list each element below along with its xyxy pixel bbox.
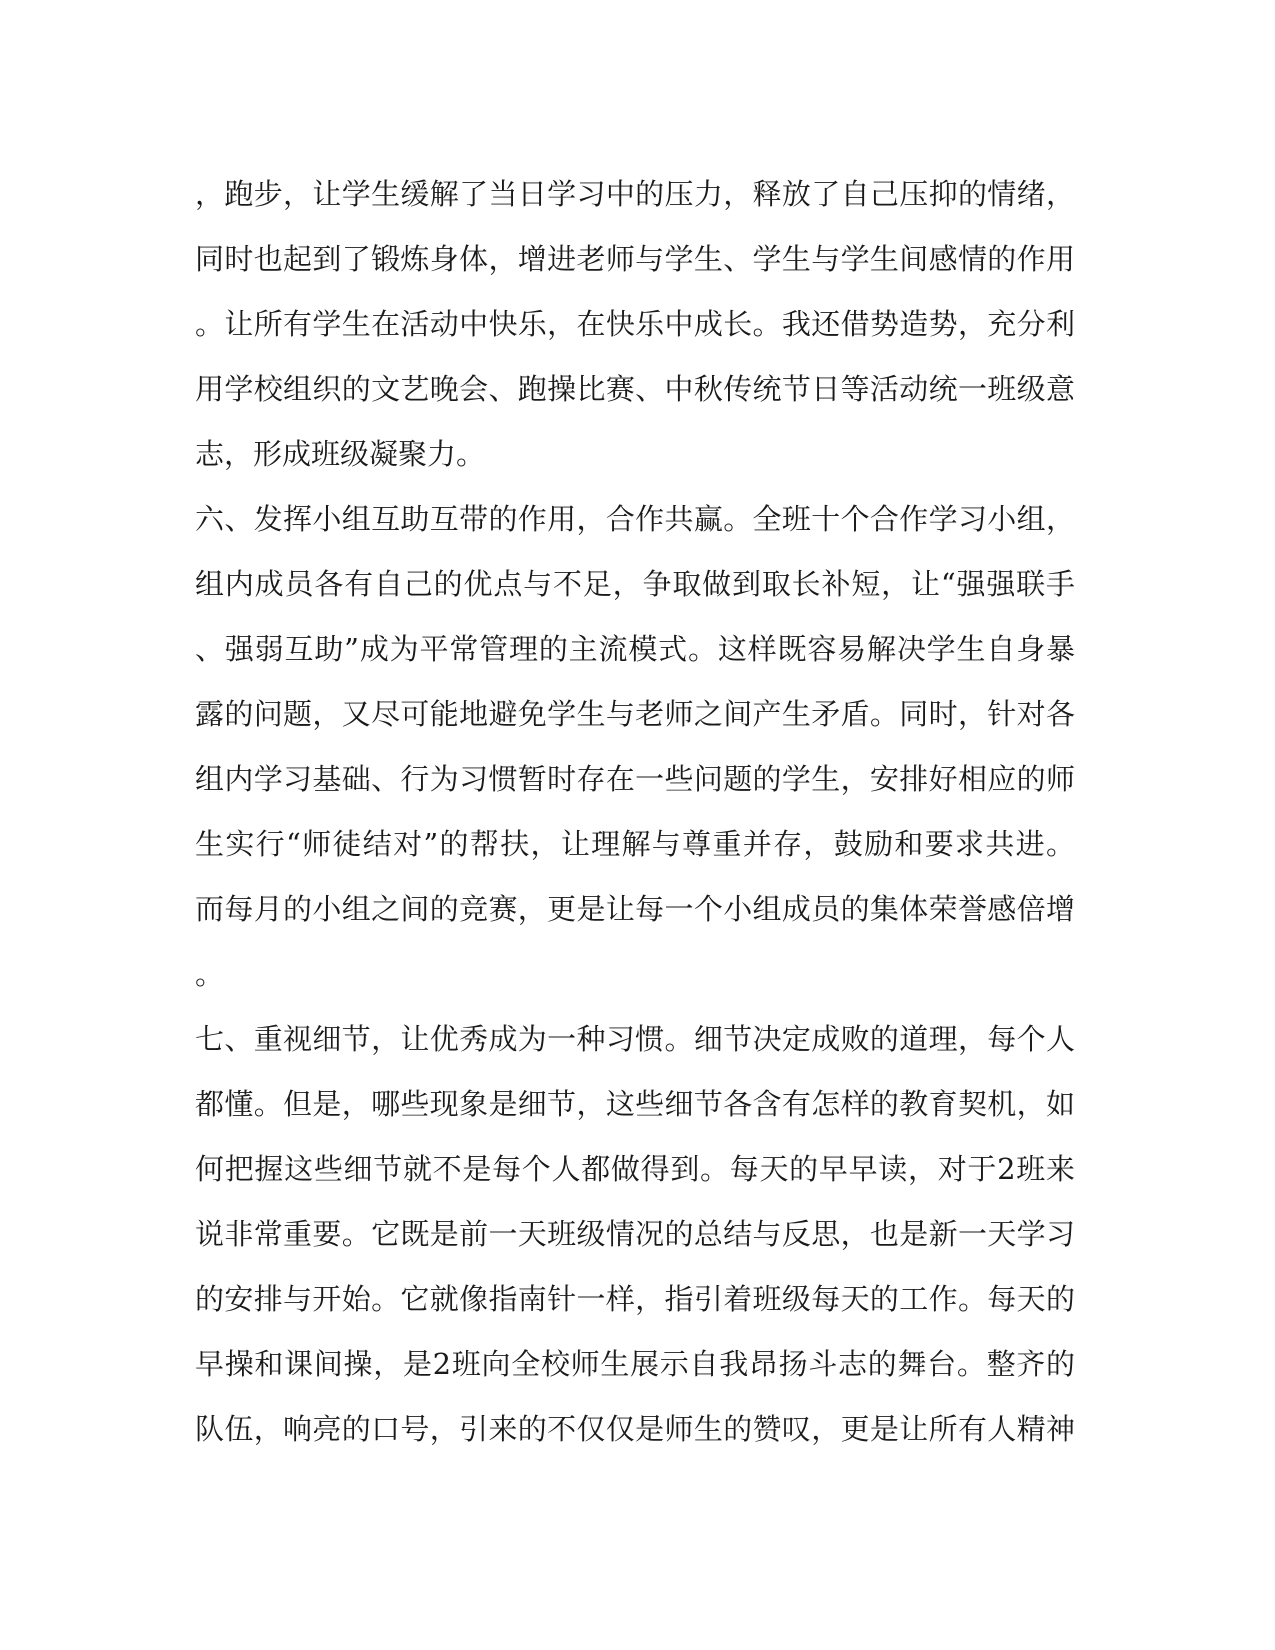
text-line: ，跑步，让学生缓解了当日学习中的压力，释放了自己压抑的情绪， (195, 177, 1075, 211)
text-line: 。让所有学生在活动中快乐，在快乐中成长。我还借势造势，充分利 (195, 307, 1075, 341)
text-line: 同时也起到了锻炼身体，增进老师与学生、学生与学生间感情的作用 (195, 242, 1075, 276)
text-line: 而每月的小组之间的竞赛，更是让每一个小组成员的集体荣誉感倍增 (195, 892, 1075, 926)
text-line: 队伍，响亮的口号，引来的不仅仅是师生的赞叹，更是让所有人精神 (195, 1412, 1075, 1446)
text-line: 的安排与开始。它就像指南针一样，指引着班级每天的工作。每天的 (195, 1282, 1075, 1316)
text-line: 。 (195, 957, 225, 991)
text-line: 七、重视细节，让优秀成为一种习惯。细节决定成败的道理，每个人 (195, 1022, 1075, 1056)
text-line: 何把握这些细节就不是每个人都做得到。每天的早早读，对于2班来 (195, 1152, 1075, 1186)
document-body (195, 162, 1075, 1462)
text-line: 都懂。但是，哪些现象是细节，这些细节各含有怎样的教育契机，如 (195, 1087, 1075, 1121)
text-line: 组内学习基础、行为习惯暂时存在一些问题的学生，安排好相应的师 (195, 762, 1075, 796)
text-line: 说非常重要。它既是前一天班级情况的总结与反思，也是新一天学习 (195, 1217, 1075, 1251)
text-line: 志，形成班级凝聚力。 (195, 437, 486, 471)
text-line: 早操和课间操，是2班向全校师生展示自我昂扬斗志的舞台。整齐的 (195, 1347, 1075, 1381)
text-line: 组内成员各有自己的优点与不足，争取做到取长补短，让“强强联手 (195, 567, 1075, 601)
text-line: 用学校组织的文艺晚会、跑操比赛、中秋传统节日等活动统一班级意 (195, 372, 1075, 406)
text-line: 、强弱互助”成为平常管理的主流模式。这样既容易解决学生自身暴 (195, 632, 1075, 666)
text-line: 六、发挥小组互助互带的作用，合作共赢。全班十个合作学习小组， (195, 502, 1075, 536)
text-line: 露的问题，又尽可能地避免学生与老师之间产生矛盾。同时，针对各 (195, 697, 1075, 731)
text-line: 生实行“师徒结对”的帮扶，让理解与尊重并存，鼓励和要求共进。 (195, 827, 1075, 861)
